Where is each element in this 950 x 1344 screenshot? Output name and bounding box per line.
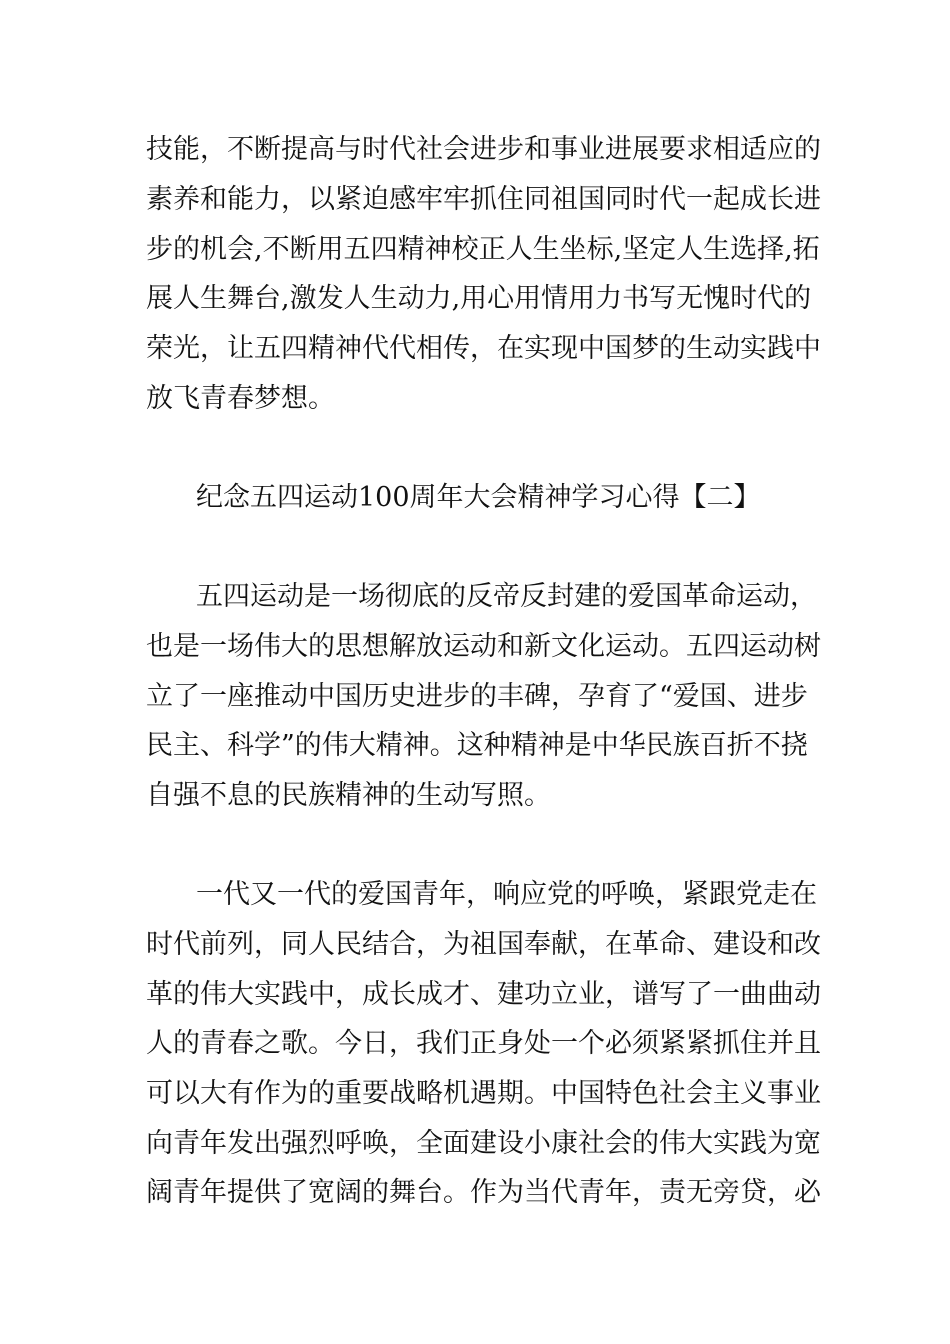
- paragraph-line: 步的机会,不断用五四精神校正人生坐标,坚定人生选择,拓: [146, 234, 820, 265]
- paragraph-line: 自强不息的民族精神的生动写照。: [146, 780, 551, 811]
- paragraph-line: 时代前列，同人民结合，为祖国奉献，在革命、建设和改: [146, 929, 821, 960]
- paragraph-line: 展人生舞台,激发人生动力,用心用情用力书写无愧时代的: [146, 283, 812, 314]
- paragraph-line: 阔青年提供了宽阔的舞台。作为当代青年，责无旁贷，必: [146, 1177, 821, 1208]
- paragraph-line: 人的青春之歌。今日，我们正身处一个必须紧紧抓住并且: [146, 1028, 821, 1059]
- section-title: 纪念五四运动100周年大会精神学习心得【二】: [196, 482, 761, 513]
- paragraph-line: 五四运动是一场彻底的反帝反封建的爱国革命运动，: [196, 581, 817, 612]
- paragraph-line: 也是一场伟大的思想解放运动和新文化运动。五四运动树: [146, 631, 821, 662]
- paragraph-line: 一代又一代的爱国青年，响应党的呼唤，紧跟党走在: [196, 879, 817, 910]
- paragraph-line: 荣光，让五四精神代代相传，在实现中国梦的生动实践中: [146, 333, 821, 364]
- paragraph-line: 素养和能力，以紧迫感牢牢抓住同祖国同时代一起成长进: [146, 184, 821, 215]
- paragraph-line: 立了一座推动中国历史进步的丰碑，孕育了“爱国、进步: [146, 681, 808, 712]
- paragraph-line: 革的伟大实践中，成长成才、建功立业，谱写了一曲曲动: [146, 979, 821, 1010]
- paragraph-line: 技能，不断提高与时代社会进步和事业进展要求相适应的: [146, 134, 821, 165]
- paragraph-line: 民主、科学”的伟大精神。这种精神是中华民族百折不挠: [146, 730, 808, 761]
- paragraph-line: 放飞青春梦想。: [146, 383, 335, 414]
- paragraph-line: 可以大有作为的重要战略机遇期。中国特色社会主义事业: [146, 1078, 821, 1109]
- paragraph-line: 向青年发出强烈呼唤，全面建设小康社会的伟大实践为宽: [146, 1128, 821, 1159]
